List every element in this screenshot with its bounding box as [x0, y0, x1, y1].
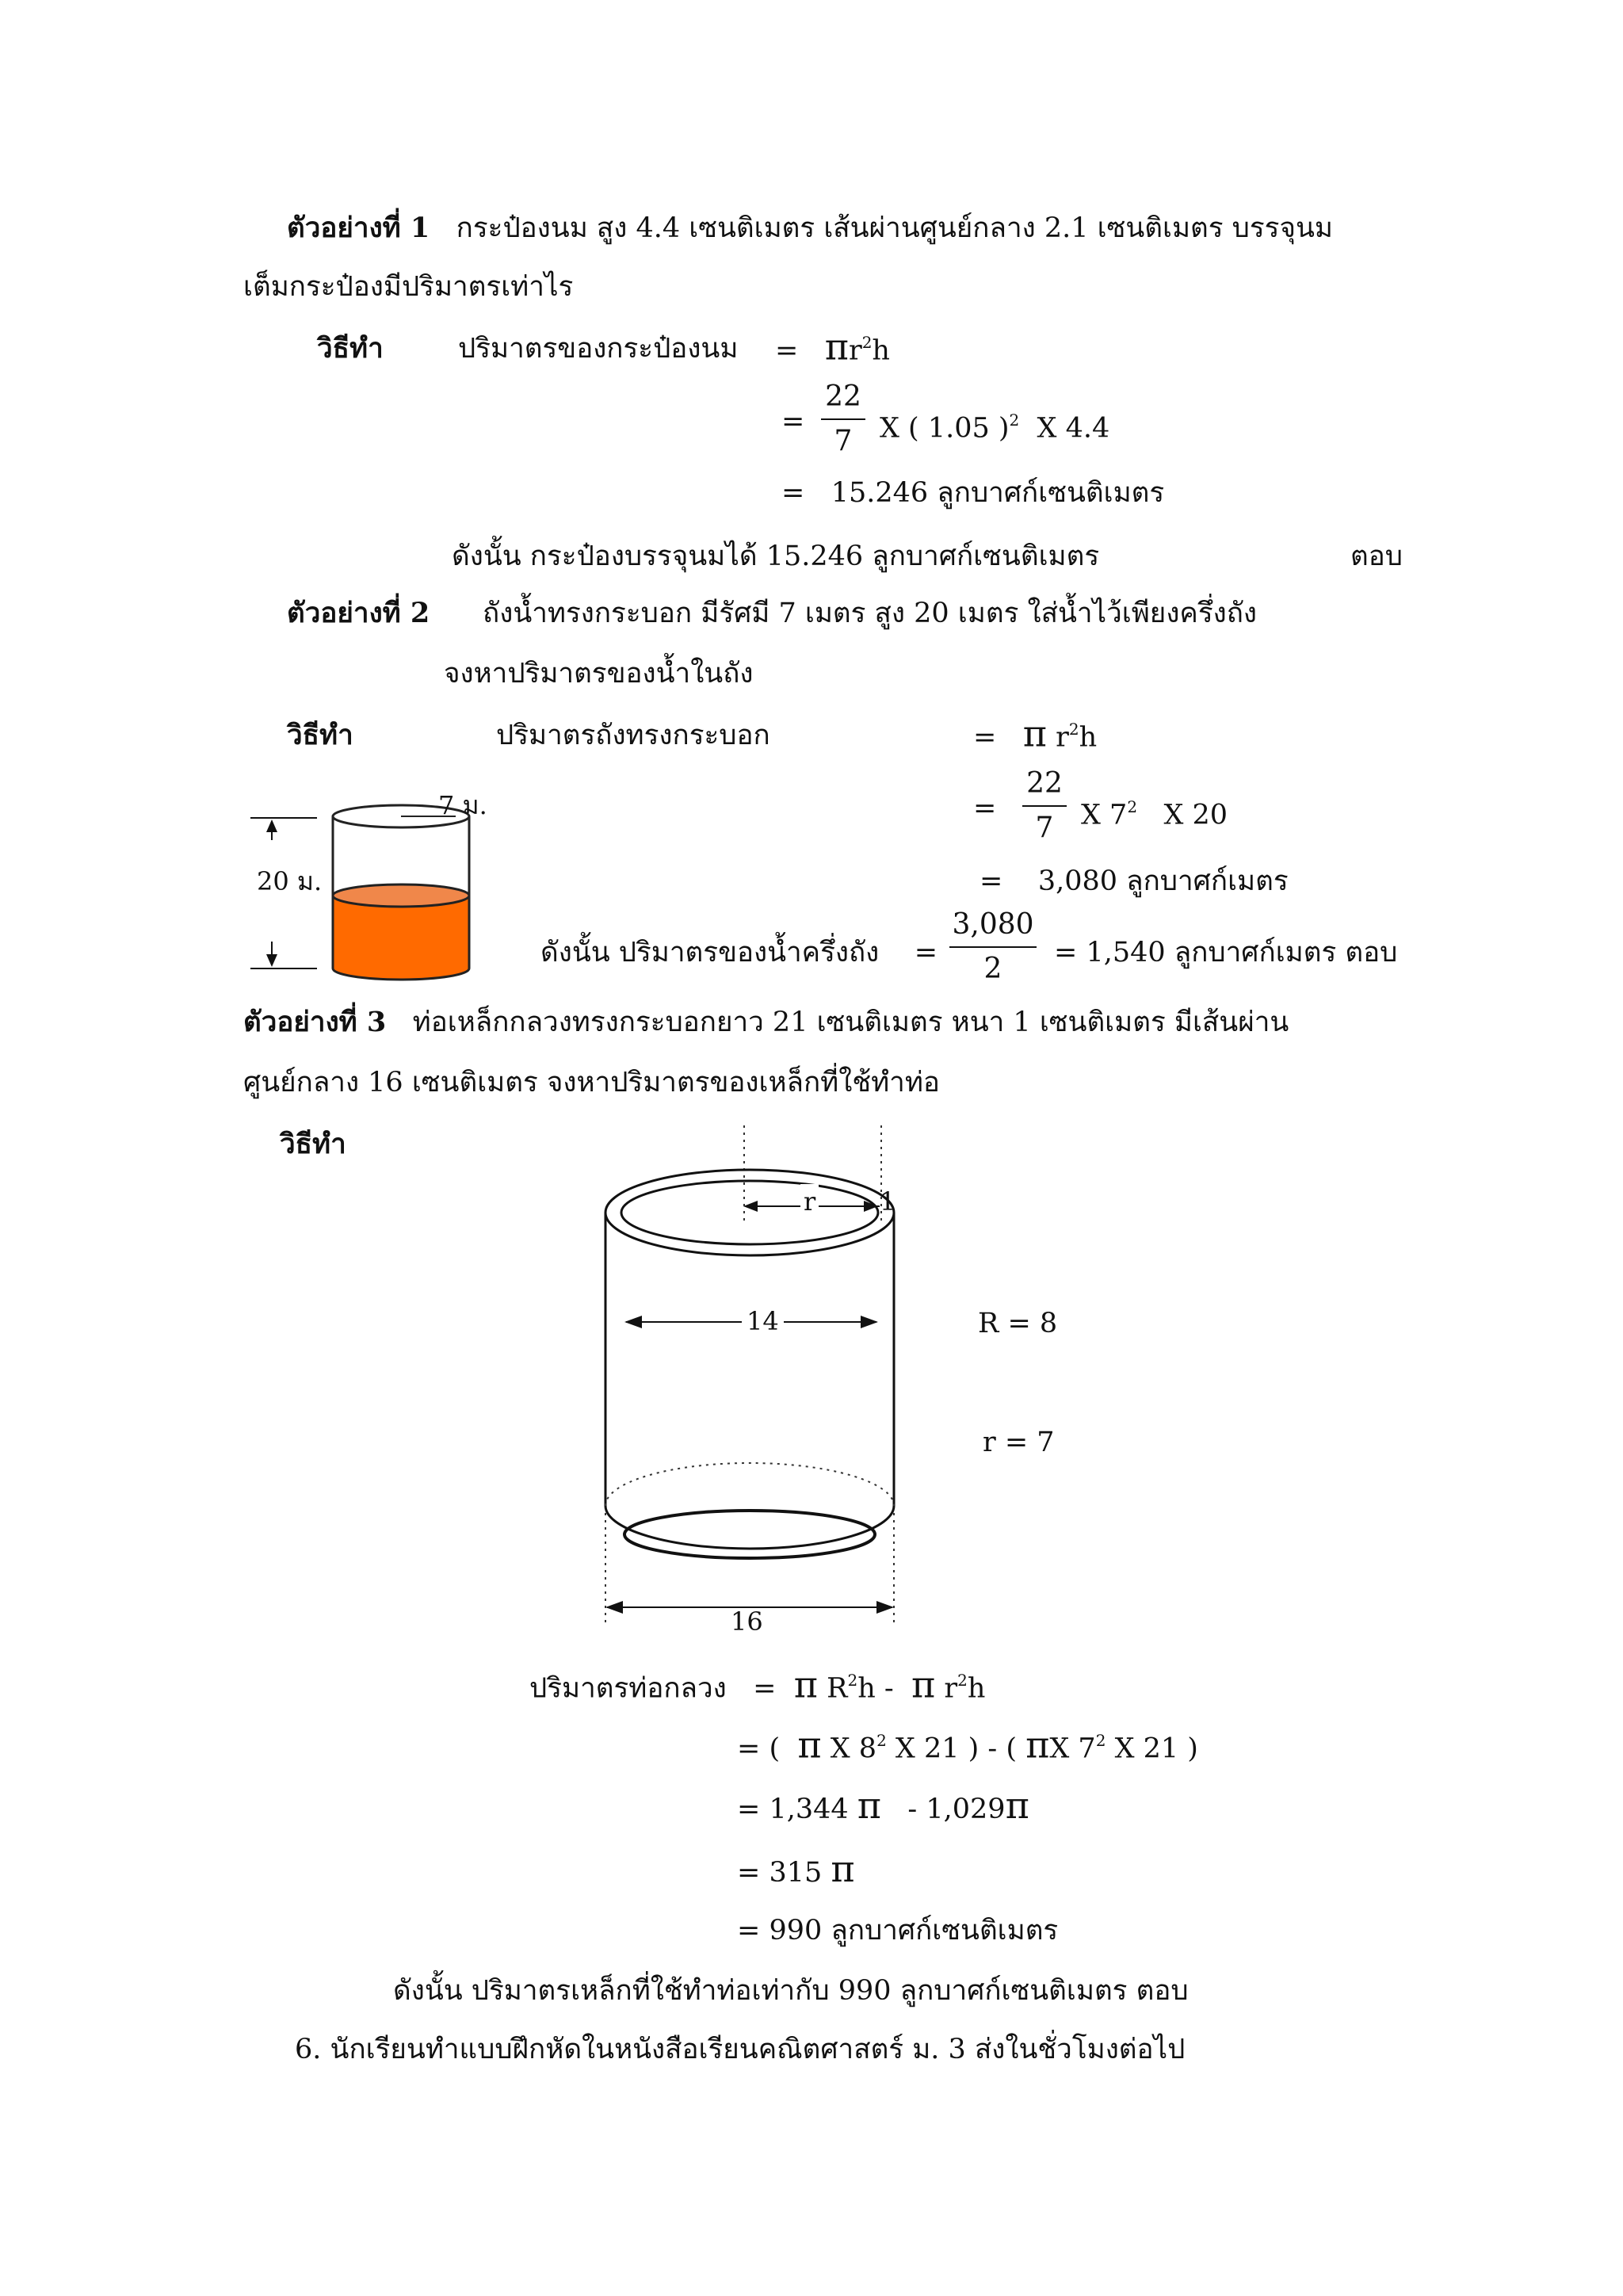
- example-3-conclusion: ดังนั้น ปริมาตรเหล็กที่ใช้ทำท่อเท่ากับ 990 ลูกบาศก์เซนติเมตร ตอบ: [393, 1975, 1189, 2007]
- example-1-step-2: X ( 1.05 )$^2$ X 4.4: [880, 411, 1110, 445]
- example-3-step-5: = 990 ลูกบาศก์เซนติเมตร: [737, 1915, 1059, 1946]
- pipe-thickness-label: 1: [880, 1186, 896, 1217]
- inner-diameter-left-head: [624, 1316, 642, 1328]
- example-1-volume-label: ปริมาตรของกระป๋องนม: [458, 333, 739, 365]
- tank-height-label: 20 ม.: [257, 866, 323, 896]
- water-surface: [333, 884, 469, 907]
- example-3-problem-line1: ท่อเหล็กกลวงทรงกระบอกยาว 21 เซนติเมตร หนา 1 เซนติเมตร มีเส้นผ่าน: [412, 1007, 1289, 1038]
- water-body: [333, 896, 469, 980]
- r-arrow-left-head: [743, 1201, 758, 1212]
- example-3-step-4: = 315 π: [737, 1847, 855, 1890]
- height-up-arrowhead: [266, 819, 277, 832]
- example-1-answer: ตอบ: [1350, 541, 1403, 572]
- example-3-heading: [243, 1005, 1289, 1040]
- example-2-step-3: = 3,080 ลูกบาศก์เมตร: [980, 865, 1289, 897]
- pipe-bottom-back-arc: [605, 1463, 894, 1506]
- example-3-problem-line2: ศูนย์กลาง 16 เซนติเมตร จงหาปริมาตรของเหล็กที่ใช้ทำท่อ: [243, 1067, 940, 1098]
- example-1-formula: = $\pi r^2h$: [775, 325, 890, 369]
- example-2-fraction: 22 7: [1022, 766, 1067, 846]
- example-2-label: ตัวอย่างที่ 2: [287, 597, 430, 629]
- pipe-bottom-inner-ring: [624, 1511, 875, 1558]
- example-1-problem-line1: กระป๋องนม สูง 4.4 เซนติเมตร เส้นผ่านศูนย์กลาง 2.1 เซนติเมตร บรรจุนม: [456, 212, 1333, 244]
- inner-diameter-right-head: [861, 1316, 878, 1328]
- pipe-r-label: r: [800, 1184, 819, 1219]
- example-3-label: ตัวอย่างที่ 3: [243, 1006, 387, 1038]
- example-3-method: วิธีทำ: [280, 1128, 346, 1160]
- example-3-formula: ปริมาตรท่อกลวง = π $R^2h$ - π $r^2h$: [529, 1663, 986, 1706]
- example-1-heading: [287, 211, 1333, 246]
- example-2-step-2: X $7^2$ X 20: [1081, 797, 1228, 831]
- example-2-heading: [287, 596, 1257, 631]
- outer-diameter-right-head: [876, 1601, 894, 1614]
- pipe-inner-diameter-label: 14: [742, 1304, 784, 1339]
- example-2-problem-line2: จงหาปริมาตรของน้ำในถัง: [444, 658, 754, 690]
- outer-radius-eq: R = 8: [978, 1308, 1058, 1339]
- example-1-label: ตัวอย่างที่ 1: [287, 212, 430, 244]
- example-1-fraction: 22 7: [821, 379, 865, 460]
- outer-diameter-left-head: [605, 1601, 623, 1614]
- example-1-eq-sign-2: =: [781, 406, 805, 437]
- height-down-arrowhead: [266, 954, 277, 967]
- pipe-outer-diameter-label: 16: [731, 1606, 763, 1637]
- example-2-half-fraction: 3,080 2: [949, 907, 1037, 988]
- tank-radius-label: 7 ม.: [438, 790, 487, 820]
- inner-radius-eq: r = 7: [983, 1427, 1055, 1458]
- pipe-top-inner-rim: [621, 1181, 878, 1244]
- r-arrow-right-head: [864, 1201, 878, 1212]
- example-1-conclusion: ดังนั้น กระป๋องบรรจุนมได้ 15.246 ลูกบาศก์เซนติเมตร: [452, 541, 1100, 572]
- example-2-formula: = π $r^2h$: [973, 712, 1098, 755]
- example-2-conclusion: ดังนั้น ปริมาตรของน้ำครึ่งถัง =: [540, 937, 938, 968]
- pipe-top-outer-rim: [605, 1170, 894, 1255]
- example-2-method: วิธีทำ: [287, 719, 353, 751]
- example-3-step-2: = ( π X $8^2$ X 21 ) - ( πX $7^2$ X 21 ): [737, 1723, 1198, 1767]
- example-2-problem-line1: ถังน้ำทรงกระบอก มีรัศมี 7 เมตร สูง 20 เมตร ใส่น้ำไว้เพียงครึ่งถัง: [483, 598, 1257, 629]
- example-1-method: วิธีทำ: [317, 332, 384, 365]
- example-2-volume-label: ปริมาตรถังทรงกระบอก: [496, 720, 770, 751]
- item-6: 6. นักเรียนทำแบบฝึกหัดในหนังสือเรียนคณิตศาสตร์ ม. 3 ส่งในชั่วโมงต่อไป: [295, 2034, 1186, 2065]
- example-2-eq-sign-2: =: [973, 793, 997, 824]
- example-2-result: = 1,540 ลูกบาศก์เมตร ตอบ: [1054, 937, 1398, 968]
- example-1-step-3: = 15.246 ลูกบาศก์เซนติเมตร: [781, 477, 1165, 509]
- example-1-problem-line2: เต็มกระป๋องมีปริมาตรเท่าไร: [243, 271, 574, 303]
- pipe-bottom-front-arc: [605, 1506, 894, 1549]
- example-3-step-3: = 1,344 π - 1,029π: [737, 1784, 1029, 1827]
